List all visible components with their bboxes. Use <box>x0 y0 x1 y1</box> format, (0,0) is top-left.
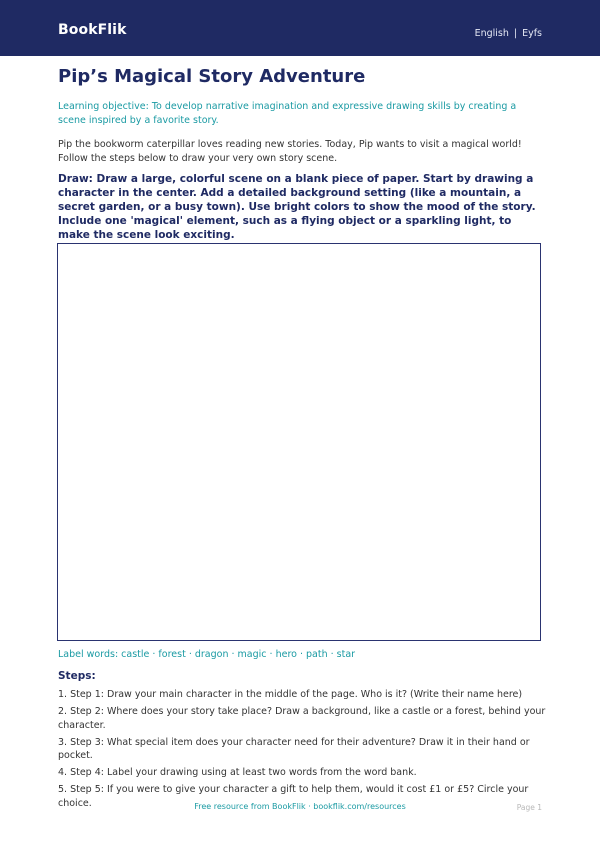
step-item: 5. Step 5: If you were to give your character a gift to help them, would it cost £1 or £5? Circle your choice. <box>58 784 529 809</box>
step-item: 2. Step 2: Where does your story take place? Draw a background, like a castle or a forest, behind your character. <box>58 706 546 731</box>
header-bar <box>0 0 600 56</box>
level-label: Eyfs <box>522 28 542 39</box>
steps-heading: Steps: <box>58 670 96 682</box>
subject-meta <box>475 28 542 39</box>
page-number: Page 1 <box>516 803 542 812</box>
page-title: Pip’s Magical Story Adventure <box>58 66 366 87</box>
draw-instruction: Draw: Draw a large, colorful scene on a blank piece of paper. Start by drawing a character in the center. Add a detailed background setting (like a mountain, a secret garden, or a busy town). Use bright colors to show the mood of the story. Include one 'magical' element, such as a flying object or a sparkling light, to make the scene look exciting. <box>58 173 536 241</box>
learning-objective: Learning objective: To develop narrative imagination and expressive drawing skills by creating a scene inspired by a favorite story. <box>58 101 517 126</box>
steps-list <box>58 688 548 814</box>
step-item: 1. Step 1: Draw your main character in the middle of the page. Who is it? (Write their name here) <box>58 689 523 700</box>
intro-text: Pip the bookworm caterpillar loves reading new stories. Today, Pip wants to visit a magical world! Follow the steps below to draw your very own story scene. <box>58 139 522 164</box>
step-item: 4. Step 4: Label your drawing using at least two words from the word bank. <box>58 767 417 778</box>
brand-logo[interactable]: BookFlik <box>58 22 127 38</box>
meta-separator: | <box>513 28 518 39</box>
drawing-area[interactable] <box>57 243 541 641</box>
step-item: 3. Step 3: What special item does your character need for their adventure? Draw it in their hand or pocket. <box>58 736 530 761</box>
footer-link[interactable]: Free resource from BookFlik · bookflik.com/resources <box>194 802 406 811</box>
subject-label: English <box>474 28 509 39</box>
label-word-bank: Label words: castle · forest · dragon · magic · hero · path · star <box>58 649 356 660</box>
